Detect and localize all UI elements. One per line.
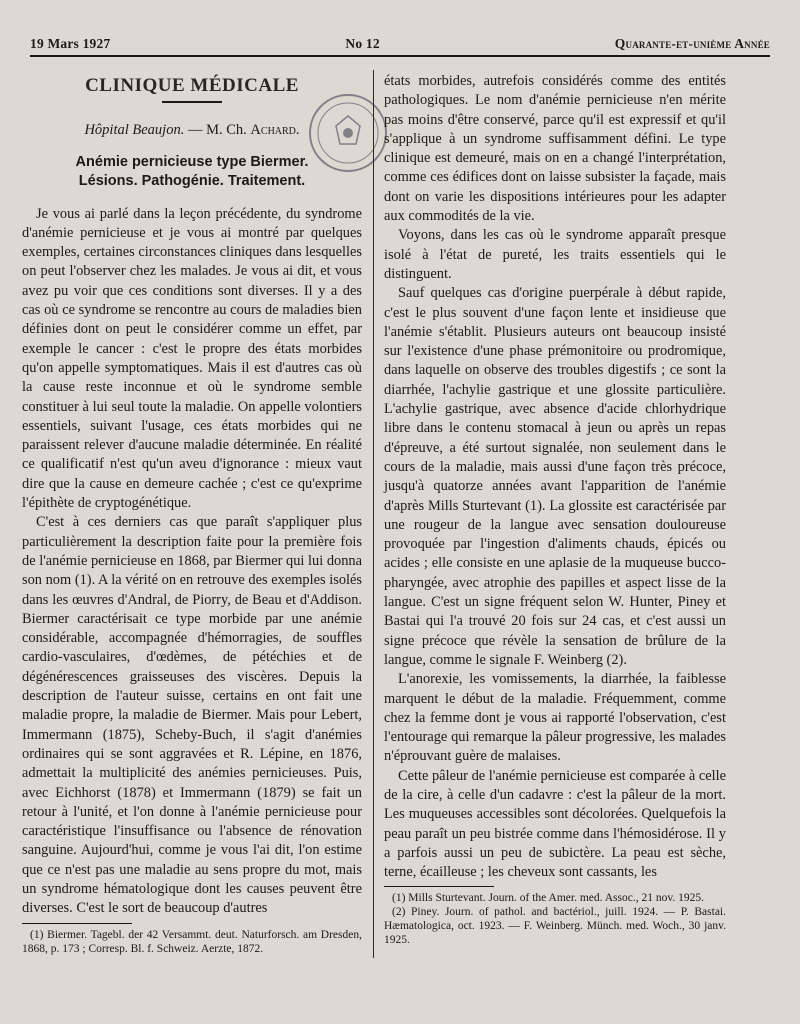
hospital-line — [22, 121, 362, 140]
paragraph: L'anorexie, les vomissements, la diarrhée, la faiblesse marquent le début de la maladie. Fréquemment, comme chez la femme dont je vous ai rapporté l'observation, c'est l'entourage qui remarque la pâleur progressive, les malades n'éprouvant guère de malaises. — [384, 671, 726, 765]
footnote: (1) Biermer. Tagebl. der 42 Versammt. deut. Naturforsch. am Dresden, 1868, p. 173 ; Corresp. Bl. f. Schweiz. Aerzte, 1872. — [22, 928, 362, 955]
author-name: Achard. — [250, 122, 300, 139]
column-divider — [373, 70, 374, 958]
header-rule — [30, 55, 770, 57]
footnote: (1) Mills Sturtevant. Journ. of the Amer. med. Assoc., 21 nov. 1925. — [392, 892, 704, 905]
paragraph: Je vous ai parlé dans la leçon précédente, du syndrome d'anémie pernicieuse et je vous ai montré par quelques exemples, certaines circonstances cliniques dans lesquelles on peut l'observer chez les malades. Je vous ai dit, et vous avez pu voir que ces conditions sont diverses. Il y a des cas où ce syndrome se rencontre au cours de maladies bien définies dont on peut le considérer comme un effet, par exemple le cancer : c'est le propre des états morbides qu'on appelle symptomatiques. Mais il est d'autres cas où la cause reste inconnue et où le syndrome semble constituer à lui seul toute la maladie. On appelle volontiers essentiels, suivant l'usage, ces états morbides qui ne paraissent relever d'aucune maladie déterminée. En réalité ce qualificatif n'est qu'un aveu d'ignorance : mieux vaut dire que la cause en demeure cachée ; c'est ce qu'exprime l'épithète de cryptogénétique. — [22, 205, 362, 512]
hospital-name: Hôpital Beaujon. — [84, 122, 185, 139]
subtitle-line-2: Lésions. Pathogénie. Traitement. — [78, 172, 306, 189]
issue-date: 19 Mars 1927 — [30, 36, 111, 51]
running-header — [30, 36, 770, 56]
issue-number: No 12 — [345, 36, 380, 51]
hospital-dash: — M. Ch. — [184, 122, 251, 139]
paragraph: Sauf quelques cas d'origine puerpérale à début rapide, c'est le plus souvent d'une façon lente et insidieuse que l'anémie s'établit. Plusieurs auteurs ont beaucoup insisté sur l'existence d'une phase prémonitoire ou prodromique, dans laquelle on observe des troubles digestifs ; ce sont la diarrhée, l'achylie gastrique et une glossite particulière. L'achylie gastrique, avec absence d'acide chlorhydrique libre dans le contenu stomacal à jeun ou après un repas d'épreuve, a été surtout signalée, non seulement dans le cours de la maladie, mais aussi d'une façon très précoce, jusqu'à quatorze années avant l'apparition de l'anémie d'après Mills Sturtevant (1). La glossite est caractérisée par une rougeur de la langue avec sensation douloureuse provoquée par l'ingestion d'aliments chauds, épicés ou acides ; elle consiste en une aplasie de la muqueuse bucco-pharyngée, avec atrophie des papilles et aspect lisse de la langue. C'est un signe fréquent selon W. Hunter, Piney et Bastai qui l'a trouvé 20 fois sur 24 cas, et c'est aussi un signe précoce que révèle la sensation de brûlure de la langue, comme le signale F. Weinberg (2). — [384, 285, 726, 668]
paragraph: états morbides, autrefois considérés comme des entités pathologiques. Le nom d'anémie pernicieuse n'en mérite pas moins d'être conservé, parce qu'il est expressif et qu'il s'applique à un syndrome suffisamment défini. Le type clinique est demeuré, mais on en a changé l'interprétation, comme ces édifices dont on laisse subsister la façade, mais dont on varie les dispositions intérieures pour les adapter aux commodités de la vie. — [384, 73, 726, 225]
issue-year: Quarante-et-unième Année — [614, 36, 770, 51]
paragraph: Voyons, dans les cas où le syndrome apparaît presque isolé à l'état de pureté, les traits essentiels qui le distinguent. — [384, 227, 726, 282]
paragraph: Cette pâleur de l'anémie pernicieuse est comparée à celle de la cire, à celle d'un cadavre : c'est la pâleur de la mort. Les muqueuses accessibles sont décolorées. Quelquefois la peau paraît un peu bistrée comme dans l'hémosidérose. Il y a parfois aussi un peu de subictère. La peau est sèche, terne, écailleuse ; les cheveux sont cassants, les — [384, 767, 726, 881]
section-title: CLINIQUE MÉDICALE — [85, 75, 299, 96]
footnotes — [22, 928, 362, 956]
footnote-rule — [22, 923, 132, 924]
right-column — [384, 72, 726, 947]
footnote-rule — [384, 886, 494, 887]
footnotes — [384, 891, 726, 947]
subtitle-line-1: Anémie pernicieuse type Biermer. — [75, 153, 309, 170]
footnote: (2) Piney. Journ. of pathol. and bactériol., juill. 1924. — P. Bastai. Hæmatologica, oct. 1923. — F. Weinberg. Münch. med. Woch., 30 janv. 1925. — [384, 906, 726, 947]
article-subtitle — [22, 153, 362, 191]
paragraph: C'est à ces derniers cas que paraît s'appliquer plus particulièrement la description faite pour la première fois de l'anémie pernicieuse en 1868, par Biermer qui lui donna son nom (1). A la vérité on en retrouve des exemples isolés dans les œuvres d'Andral, de Piorry, de Beau et d'Addison. Biermer caractérisait ce type morbide par une anémie considérable, accompagnée d'hémorragies, de souffles cardio-vasculaires, d'œdèmes, de pétéchies et de dégénérescences graisseuses des viscères. Depuis la description de l'auteur suisse, certains en ont fait une maladie propre, la maladie de Biermer. Mais pour Lebert, Immermann (1875), Scheby-Buch, il s'agit d'anémies ordinaires qui se sont aggravées et R. Lépine, en 1876, admettait la multiplicité des anémies pernicieuses. Puis, avec Eichhorst (1878) et Immermann (1879) se fait un retour à l'unité, et l'on donne à l'anémie pernicieuse pour caractéristique l'insuffisance ou l'absence de rénovation sanguine. Aujourd'hui, comme je vous l'ai dit, l'on estime que ce n'est pas une maladie au sens propre du mot, mais un syndrome hématologique dont les causes peuvent être diverses. C'est le sort de beaucoup d'autres — [22, 514, 362, 917]
left-column — [22, 72, 362, 956]
title-rule — [162, 101, 222, 103]
